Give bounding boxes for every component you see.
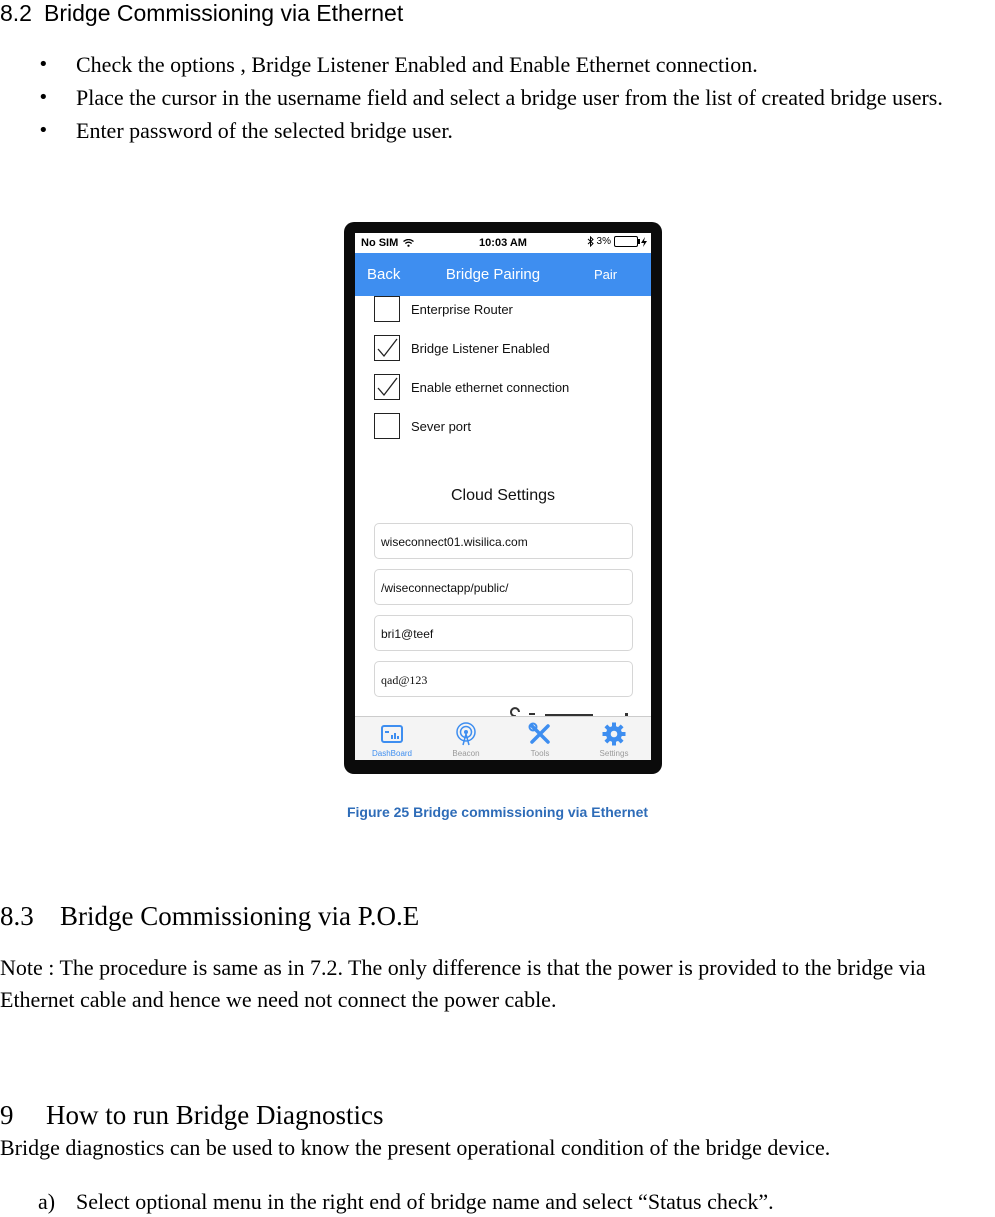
step-marker: a) [38,1189,56,1214]
back-button[interactable]: Back [367,266,401,283]
note-paragraph: Note : The procedure is same as in 7.2. The only difference is that the power is provided to the bridge via Ethernet cable and hence we need not connect the power cable. [0,955,926,1012]
list-item: • Enter password of the selected bridge user. [38,114,995,147]
step-text: Select optional menu in the right end of bridge name and select “Status check”. [76,1189,774,1214]
list-item: • Check the options , Bridge Listener Enabled and Enable Ethernet connection. [38,48,995,81]
status-bar [355,233,651,253]
tools-icon [528,722,552,746]
checkbox-enable-ethernet[interactable] [374,373,569,401]
section-title: Bridge Commissioning via Ethernet [44,0,404,26]
checkbox[interactable] [374,296,400,322]
section-8-2-heading [0,0,403,26]
charging-icon [641,237,647,247]
section-number: 9 [0,1100,14,1130]
section-number: 8.2 [0,0,32,26]
tab-label: Settings [599,749,629,758]
battery-percent: 3% [596,236,611,247]
checkbox-checked[interactable] [374,335,400,361]
section-8-3-heading [0,898,419,934]
bluetooth-icon [587,236,594,247]
checkbox[interactable] [374,413,400,439]
section-title: How to run Bridge Diagnostics [46,1100,384,1130]
app-screen [355,233,651,760]
checkbox-label: Enterprise Router [411,301,513,317]
tab-settings[interactable] [577,717,651,760]
diagnostics-intro: Bridge diagnostics can be used to know the present operational condition of the bridge device. [0,1135,831,1160]
tab-dashboard[interactable] [355,717,429,760]
instruction-list [38,48,995,147]
server-path-field[interactable]: /wiseconnectapp/public/ [374,569,633,605]
figure-caption: Figure 25 Bridge commissioning via Ethernet [346,804,649,820]
checkmark-icon [376,377,398,397]
dashboard-icon [380,722,404,746]
section-title: Bridge Commissioning via P.O.E [60,901,420,931]
tab-label: Tools [530,749,550,758]
nav-bar [355,253,651,296]
checkbox-enterprise-router[interactable] [374,295,513,323]
status-right [587,236,647,247]
checkbox-label: Enable ethernet connection [411,379,570,395]
tab-beacon[interactable] [429,717,503,760]
pair-button[interactable]: Pair [594,267,618,282]
checkmark-icon [376,338,398,358]
server-url-field[interactable]: wiseconnect01.wisilica.com [374,523,633,559]
checkbox-checked[interactable] [374,374,400,400]
step-a [38,1187,774,1217]
phone-screenshot [344,222,662,774]
settings-gear-icon [602,722,626,746]
username-field[interactable]: bri1@teef [374,615,633,651]
nav-title: Bridge Pairing [445,266,541,283]
section-9-heading [0,1097,383,1133]
checkbox-label: Sever port [411,418,471,434]
checkbox-label: Bridge Listener Enabled [411,340,550,356]
tab-label: Beacon [452,749,480,758]
battery-icon [614,236,638,247]
section-number: 8.3 [0,901,34,931]
tab-label: DashBoard [371,749,413,758]
list-item: • Place the cursor in the username field and select a bridge user from the list of created bridge users. [38,81,995,114]
status-time: 10:03 AM [479,237,527,249]
checkbox-bridge-listener[interactable] [374,334,550,362]
tab-tools[interactable] [503,717,577,760]
checkbox-sever-port[interactable] [374,412,471,440]
carrier-text: No SIM [361,237,399,249]
tab-bar [355,716,651,760]
beacon-icon [454,722,478,746]
cloud-settings-heading: Cloud Settings [450,487,556,504]
password-field[interactable]: qad@123 [374,661,633,697]
